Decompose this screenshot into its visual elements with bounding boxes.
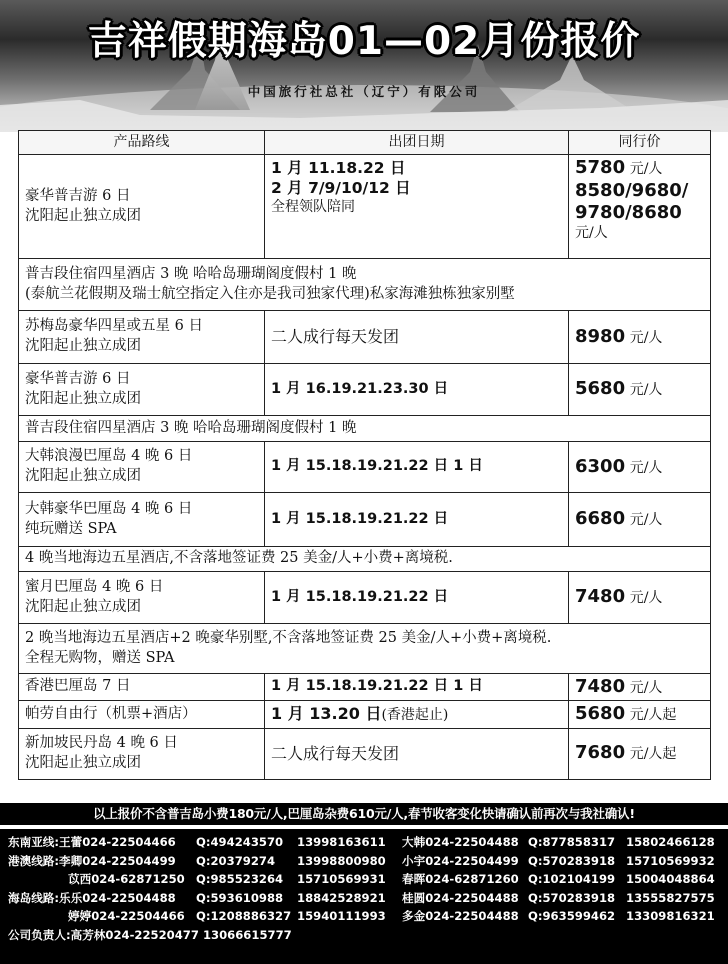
route-cell: [19, 364, 265, 416]
table-row: [19, 728, 711, 779]
dates-cell: [265, 155, 569, 259]
dates-cell: 二人成行每天发团: [265, 728, 569, 779]
contact-qq: Q:593610988: [196, 890, 284, 905]
header-banner: [0, 0, 728, 132]
contact-mobile: 13998800980: [297, 853, 386, 868]
price-cell: [569, 572, 711, 624]
note-text: 2 晚当地海边五星酒店+2 晚豪华别墅,不含落地签证费 25 美金/人+小费+离境税.: [25, 629, 552, 646]
route-detail: 沈阳起止独立成团: [25, 754, 141, 771]
contact-name-phone: 多金024-22504488: [402, 909, 519, 923]
route-name: 苏梅岛豪华四星或五星 6 日: [25, 318, 203, 335]
table-row: [19, 674, 711, 701]
departure-dates: 2 月 7/9/10/12 日: [271, 179, 411, 198]
note-cell: [19, 624, 711, 674]
contact-name-phone: 婷婷024-22504466: [68, 909, 185, 923]
dates-note: 全程领队陪同: [271, 199, 355, 216]
table-row: [19, 155, 711, 259]
route-detail: 沈阳起止独立成团: [25, 390, 141, 407]
route-detail: 沈阳起止独立成团: [25, 598, 141, 615]
dates-note: (香港起止): [381, 707, 449, 724]
table-row: [19, 442, 711, 493]
price-value: 7480: [575, 586, 626, 608]
price-value: 5680: [575, 703, 626, 725]
route-name: 蜜月巴厘岛 4 晚 6 日: [25, 578, 164, 595]
note-text: 普吉段住宿四星酒店 3 晚 哈哈岛珊瑚阁度假村 1 晚: [19, 416, 711, 442]
price-value: 5680: [575, 378, 626, 400]
route-detail: 沈阳起止独立成团: [25, 207, 141, 224]
contact-name-phone: 港澳线路:李卿024-22504499: [8, 853, 176, 868]
table-note-row: [19, 624, 711, 674]
route-detail: 沈阳起止独立成团: [25, 468, 141, 484]
price-value: 6300: [575, 455, 626, 477]
price-value: 7480: [575, 676, 626, 697]
departure-dates: 1 月 16.19.21.23.30 日: [265, 364, 569, 416]
price-cell: [569, 701, 711, 728]
table-note-row: [19, 547, 711, 572]
route-name: 帕劳自由行（机票+酒店）: [19, 701, 265, 728]
price-cell: [569, 674, 711, 701]
contact-name-phone: 苡西024-62871250: [68, 872, 185, 886]
price-cell: [569, 311, 711, 364]
departure-dates: 1 月 15.18.19.21.22 日: [265, 493, 569, 547]
price-cell: [569, 442, 711, 493]
price-unit: 元/人: [575, 224, 608, 241]
contact-mobile: 13555827575: [626, 890, 715, 905]
route-name: 新加坡民丹岛 4 晚 6 日: [25, 735, 178, 752]
table-note-row: [19, 259, 711, 311]
table-row: [19, 572, 711, 624]
departure-dates: 1 月 15.18.19.21.22 日 1 日: [265, 674, 569, 701]
contact-qq: Q:570283918: [528, 890, 616, 905]
contact-mobile: 15710569932: [626, 853, 715, 868]
page-title: 吉祥假期海岛01—02月份报价: [87, 19, 641, 64]
price-cell: [569, 364, 711, 416]
route-detail: 沈阳起止独立成团: [25, 338, 141, 354]
price-cell: [569, 493, 711, 547]
price-cell: [569, 728, 711, 779]
price-unit: 元/人: [629, 680, 663, 696]
column-header-route: 产品路线: [19, 131, 265, 155]
contact-qq: Q:570283918: [528, 853, 616, 868]
contact-mobile: 15004048864: [626, 872, 715, 886]
table-header-row: [19, 131, 711, 155]
price-value: 8980: [575, 325, 626, 347]
company-name: 中国旅行社总社（辽宁）有限公司: [247, 84, 481, 99]
note-cell: [19, 259, 711, 311]
departure-dates: 1 月 15.18.19.21.22 日 1 日: [265, 442, 569, 493]
contact-name-phone: 大韩024-22504488: [402, 835, 519, 849]
route-cell: [19, 311, 265, 364]
contact-mobile: 13998163611: [297, 835, 386, 849]
contact-name-phone: 海岛线路:乐乐024-22504488: [8, 890, 176, 905]
route-cell: [19, 572, 265, 624]
table-row: [19, 311, 711, 364]
route-name: 豪华普吉游 6 日: [25, 370, 131, 387]
contact-name-phone: 桂圆024-22504488: [402, 890, 519, 905]
route-name: 大韩浪漫巴厘岛 4 晚 6 日: [25, 448, 193, 465]
table-note-row: [19, 416, 711, 442]
contact-qq: Q:963599462: [528, 909, 616, 923]
note-text: 4 晚当地海边五星酒店,不含落地签证费 25 美金/人+小费+离境税.: [19, 547, 711, 572]
departure-dates: 1 月 13.20 日: [271, 704, 382, 724]
price-unit: 元/人: [629, 329, 663, 346]
contact-mobile: 13309816321: [626, 909, 715, 923]
price-value: 7680: [575, 742, 626, 764]
table-row: [19, 701, 711, 728]
price-unit: 元/人: [629, 382, 663, 399]
contacts-panel: [0, 829, 728, 964]
route-cell: [19, 442, 265, 493]
route-name: 大韩豪华巴厘岛 4 晚 6 日: [25, 500, 193, 517]
note-text: 全程无购物，赠送 SPA: [25, 649, 175, 666]
contact-row: [0, 907, 728, 926]
price-value: 6680: [575, 508, 626, 530]
route-name: 香港巴厘岛 7 日: [19, 674, 265, 701]
column-header-dates: 出团日期: [265, 131, 569, 155]
price-cell: [569, 155, 711, 259]
price-value: 5780: [575, 157, 626, 178]
contact-qq: Q:20379274: [196, 853, 276, 868]
contact-name-phone: 小宇024-22504499: [402, 853, 519, 868]
table-row: [19, 493, 711, 547]
note-text: (泰航兰花假期及瑞士航空指定入住亦是我司独家代理)私家海滩独栋独家别墅: [25, 285, 515, 302]
contact-row: [0, 852, 728, 871]
contact-name-phone: 春晖024-62871260: [402, 872, 519, 886]
contact-row: [0, 889, 728, 908]
contact-mobile: 15802466128: [626, 835, 715, 849]
price-unit: 元/人: [629, 590, 663, 607]
contact-qq: Q:102104199: [528, 872, 616, 886]
price-unit: 元/人: [629, 161, 663, 177]
contact-qq: Q:985523264: [196, 872, 284, 886]
route-name: 豪华普吉游 6 日: [25, 187, 131, 204]
contact-qq: Q:494243570: [196, 835, 284, 849]
disclaimer-banner: 以上报价不含普吉岛小费180元/人,巴厘岛杂费610元/人,春节收客变化快请确认前再次与我社确认!: [0, 803, 728, 825]
departure-dates: 1 月 15.18.19.21.22 日: [265, 572, 569, 624]
dates-cell: [265, 701, 569, 728]
contact-row: [0, 870, 728, 889]
price-unit: 元/人: [629, 459, 663, 476]
price-unit: 元/人: [629, 512, 663, 529]
contact-mobile: 18842528921: [297, 890, 386, 905]
price-unit: 元/人起: [629, 707, 677, 724]
price-value: 8580/9680/: [575, 179, 689, 201]
contact-mobile: 15710569931: [297, 872, 386, 886]
table-row: [19, 364, 711, 416]
contact-row: [0, 833, 728, 852]
dates-cell: 二人成行每天发团: [265, 311, 569, 364]
note-text: 普吉段住宿四星酒店 3 晚 哈哈岛珊瑚阁度假村 1 晚: [25, 265, 357, 282]
column-header-price: 同行价: [569, 131, 711, 155]
contact-qq: Q:1208886327: [196, 909, 292, 923]
route-cell: [19, 155, 265, 259]
route-cell: [19, 728, 265, 779]
manager-row: [0, 926, 728, 945]
contact-mobile: 15940111993: [297, 909, 386, 923]
route-detail: 纯玩赠送 SPA: [25, 520, 117, 537]
price-unit: 元/人起: [629, 746, 677, 763]
price-value: 9780/8680: [575, 202, 682, 223]
contact-name-phone: 东南亚线:王蕾024-22504466: [8, 835, 176, 849]
company-manager: 公司负责人:高芳林024-22520477 13066615777: [8, 927, 292, 942]
contact-qq: Q:877858317: [528, 835, 616, 849]
departure-dates: 1 月 11.18.22 日: [271, 159, 406, 177]
price-table: [18, 130, 711, 780]
route-cell: [19, 493, 265, 547]
